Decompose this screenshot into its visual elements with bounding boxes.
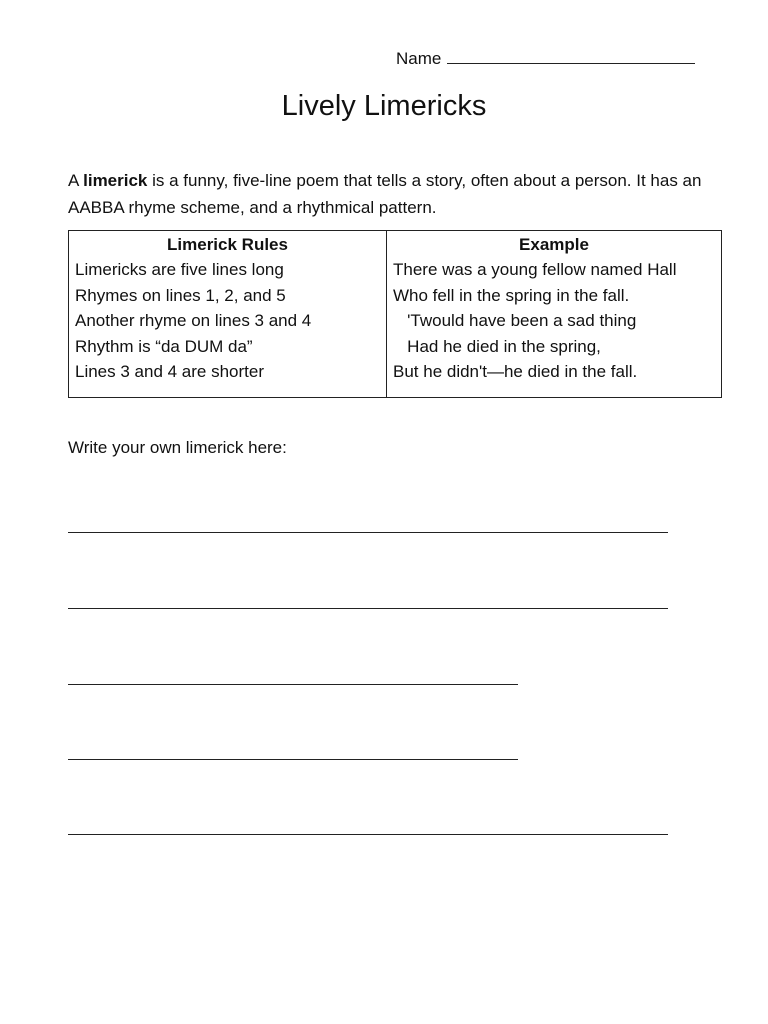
writing-line-1[interactable] [68, 532, 668, 533]
intro-prefix: A [68, 171, 84, 190]
writing-line-2[interactable] [68, 608, 668, 609]
example-line: Had he died in the spring, [393, 336, 601, 356]
example-line: 'Twould have been a sad thing [393, 311, 637, 331]
example-line: Who fell in the spring in the fall. [393, 285, 630, 305]
intro-term: limerick [83, 171, 148, 190]
page-title: Lively Limericks [281, 90, 487, 122]
intro-paragraph [68, 167, 718, 221]
writing-line-3[interactable] [68, 684, 518, 685]
example-line: There was a young fellow named Hall [393, 260, 677, 280]
intro-rest: is a funny, five-line poem that tells a story, often about a person. It has an AABBA rhyme scheme, and a rhythmical pattern. [68, 171, 702, 217]
rule-item: Rhythm is “da DUM da” [75, 336, 253, 356]
rules-header: Limerick Rules [167, 235, 288, 254]
rule-item: Another rhyme on lines 3 and 4 [75, 311, 312, 331]
write-prompt: Write your own limerick here: [68, 438, 287, 457]
name-label: Name [396, 49, 442, 68]
rule-item: Limericks are five lines long [75, 260, 284, 280]
example-header: Example [519, 235, 589, 254]
example-line: But he didn't—he died in the fall. [393, 362, 638, 382]
example-column [387, 231, 722, 398]
rule-item: Rhymes on lines 1, 2, and 5 [75, 285, 286, 305]
writing-line-4[interactable] [68, 759, 518, 760]
limerick-table [68, 230, 722, 398]
name-field[interactable] [396, 48, 695, 70]
rules-column [69, 231, 387, 398]
name-blank-line[interactable] [447, 49, 695, 64]
writing-line-5[interactable] [68, 834, 668, 835]
rule-item: Lines 3 and 4 are shorter [75, 362, 265, 382]
